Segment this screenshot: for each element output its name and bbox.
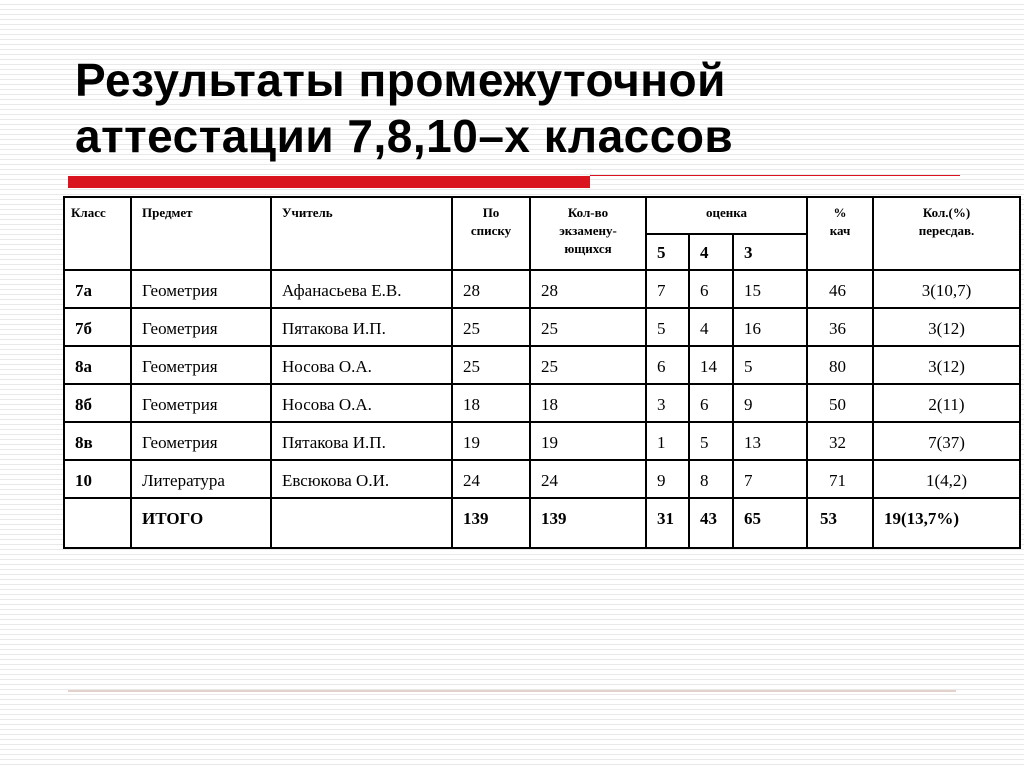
cell-retakes: 7(37): [873, 422, 1020, 460]
header-teacher: Учитель: [271, 197, 452, 270]
cell-subject: Геометрия: [131, 270, 271, 308]
header-subject: Предмет: [131, 197, 271, 270]
header-examined: Кол-во экзамену- ющихся: [530, 197, 646, 270]
cell-subject: Геометрия: [131, 346, 271, 384]
slide-title-line-1: Результаты промежуточной: [75, 54, 726, 106]
cell-retakes: 3(12): [873, 346, 1020, 384]
header-list-count: По списку: [452, 197, 530, 270]
cell-grade-4: 5: [689, 422, 733, 460]
table-row: [64, 422, 1020, 460]
header-retakes: Кол.(%) пересдав.: [873, 197, 1020, 270]
cell-quality: 36: [807, 308, 873, 346]
cell-grade-3: 7: [733, 460, 807, 498]
cell-retakes: 2(11): [873, 384, 1020, 422]
total-teacher: [271, 498, 452, 548]
accent-divider-line: [590, 175, 960, 176]
total-list-count: 139: [452, 498, 530, 548]
cell-retakes: 3(12): [873, 308, 1020, 346]
cell-list-count: 19: [452, 422, 530, 460]
cell-grade-3: 13: [733, 422, 807, 460]
cell-grade-4: 8: [689, 460, 733, 498]
cell-grade-3: 9: [733, 384, 807, 422]
cell-examined: 19: [530, 422, 646, 460]
total-row: [64, 498, 1020, 548]
results-table: [63, 196, 1021, 549]
header-row: [64, 197, 1020, 234]
cell-quality: 80: [807, 346, 873, 384]
cell-quality: 46: [807, 270, 873, 308]
cell-teacher: Афанасьева Е.В.: [271, 270, 452, 308]
cell-grade-5: 6: [646, 346, 689, 384]
cell-quality: 32: [807, 422, 873, 460]
cell-examined: 25: [530, 346, 646, 384]
cell-list-count: 25: [452, 308, 530, 346]
header-grade-group: оценка: [646, 197, 807, 234]
table-row: [64, 460, 1020, 498]
header-quality: % кач: [807, 197, 873, 270]
cell-grade-3: 5: [733, 346, 807, 384]
total-label: ИТОГО: [131, 498, 271, 548]
total-grade-5: 31: [646, 498, 689, 548]
footer-divider-line: [68, 690, 956, 692]
table-row: [64, 270, 1020, 308]
cell-teacher: Носова О.А.: [271, 384, 452, 422]
cell-subject: Литература: [131, 460, 271, 498]
total-grade-3: 65: [733, 498, 807, 548]
cell-grade-5: 1: [646, 422, 689, 460]
cell-examined: 28: [530, 270, 646, 308]
cell-examined: 25: [530, 308, 646, 346]
header-class: Класс: [64, 197, 131, 270]
total-retakes: 19(13,7%): [873, 498, 1020, 548]
cell-examined: 24: [530, 460, 646, 498]
cell-class: 7б: [64, 308, 131, 346]
cell-list-count: 24: [452, 460, 530, 498]
cell-quality: 71: [807, 460, 873, 498]
cell-list-count: 25: [452, 346, 530, 384]
cell-class: 10: [64, 460, 131, 498]
cell-list-count: 18: [452, 384, 530, 422]
cell-grade-4: 6: [689, 270, 733, 308]
cell-subject: Геометрия: [131, 308, 271, 346]
slide-title-line-2: аттестации 7,8,10–х классов: [75, 110, 734, 162]
cell-grade-4: 4: [689, 308, 733, 346]
slide-title: [75, 52, 975, 164]
cell-grade-4: 6: [689, 384, 733, 422]
header-grade-5: 5: [646, 234, 689, 270]
cell-class: 8б: [64, 384, 131, 422]
cell-teacher: Носова О.А.: [271, 346, 452, 384]
total-examined: 139: [530, 498, 646, 548]
total-grade-4: 43: [689, 498, 733, 548]
cell-teacher: Пятакова И.П.: [271, 308, 452, 346]
total-class: [64, 498, 131, 548]
cell-class: 7а: [64, 270, 131, 308]
cell-grade-4: 14: [689, 346, 733, 384]
total-quality: 53: [807, 498, 873, 548]
cell-class: 8а: [64, 346, 131, 384]
cell-teacher: Евсюкова О.И.: [271, 460, 452, 498]
header-grade-4: 4: [689, 234, 733, 270]
cell-grade-5: 3: [646, 384, 689, 422]
cell-subject: Геометрия: [131, 422, 271, 460]
accent-red-bar: [68, 176, 590, 188]
cell-subject: Геометрия: [131, 384, 271, 422]
cell-grade-3: 15: [733, 270, 807, 308]
table-row: [64, 346, 1020, 384]
cell-examined: 18: [530, 384, 646, 422]
table-row: [64, 384, 1020, 422]
cell-teacher: Пятакова И.П.: [271, 422, 452, 460]
cell-grade-5: 9: [646, 460, 689, 498]
cell-retakes: 1(4,2): [873, 460, 1020, 498]
cell-grade-5: 5: [646, 308, 689, 346]
cell-quality: 50: [807, 384, 873, 422]
cell-grade-5: 7: [646, 270, 689, 308]
cell-retakes: 3(10,7): [873, 270, 1020, 308]
cell-grade-3: 16: [733, 308, 807, 346]
cell-list-count: 28: [452, 270, 530, 308]
header-grade-3: 3: [733, 234, 807, 270]
cell-class: 8в: [64, 422, 131, 460]
table-row: [64, 308, 1020, 346]
